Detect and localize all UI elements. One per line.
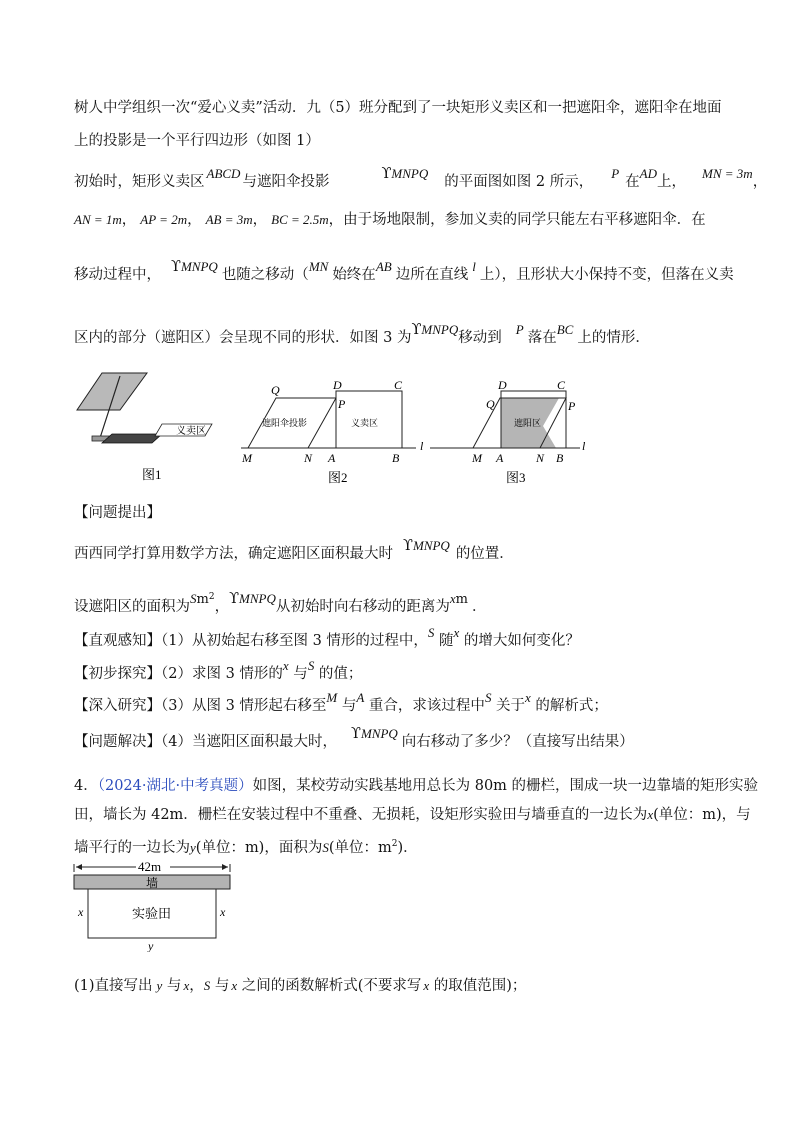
question-2: 【初步探究】（2）求图 3 情形的x 与S 的值；	[74, 658, 363, 682]
point-N: N	[536, 451, 545, 465]
fig1-area-label: 义卖区	[176, 426, 206, 437]
point-A: A	[496, 451, 504, 465]
q4-line-1: 4．（2024·湖北·中考真题）如图，某校劳动实践基地用总长为 80m 的栅栏，围成一块一边靠墙的矩形实验	[74, 778, 759, 794]
point-l: l	[420, 439, 424, 453]
q4-subquestion-1: (1)直接写出 y 与 x，S 与 x 之间的函数解析式(不要求写 x 的取值范围)；	[74, 978, 527, 994]
question-3: 【深入研究】（3）从图 3 情形起右移至M 与A 重合，求该过程中S 关于x 的解析式；	[74, 690, 608, 714]
intro-line-1: 树人中学组织一次“爱心义卖”活动．九（5）班分配到了一块矩形义卖区和一把遮阳伞，遮阳伞在地面	[74, 100, 722, 116]
figure-2	[236, 376, 436, 486]
intro-line-3: 初始时，矩形义卖区ABCD与遮阳伞投影 ϒMNPQ的平面图如图 2 所示，P在AD上，MN = 3m，	[74, 166, 768, 190]
intro-line-4: AN = 1m， AP = 2m， AB = 3m， BC = 2.5m，由于场地限制，参加义卖的同学只能左右平移遮阳伞．在	[74, 212, 706, 228]
wall-length-label: 42m	[138, 860, 162, 874]
point-P: P	[568, 399, 576, 413]
point-M: M	[472, 451, 482, 465]
shade-label: 遮阳区	[514, 418, 542, 428]
point-M: M	[242, 451, 252, 465]
point-Q: Q	[271, 383, 280, 397]
q4-number: 4．	[74, 778, 98, 794]
area-label: 义卖区	[351, 418, 379, 428]
point-l: l	[582, 439, 586, 453]
figure-3	[428, 376, 608, 486]
point-C: C	[557, 378, 566, 392]
figure-field	[70, 860, 240, 952]
point-N: N	[304, 451, 313, 465]
x-right-label: x	[220, 905, 226, 919]
y-label: y	[148, 939, 154, 952]
problem-line-1: 西西同学打算用数学方法，确定遮阳区面积最大时 ϒMNPQ的位置．	[74, 538, 514, 562]
fig3-caption: 图3	[506, 470, 526, 485]
question-4: 【问题解决】（4）当遮阳区面积最大时， ϒMNPQ向右移动了多少？（直接写出结果）	[74, 726, 634, 750]
q4-line-2: 田，墙长为 42m．栅栏在安装过程中不重叠、无损耗，设矩形实验田与墙垂直的一边长为x(单位：m)，与	[74, 807, 751, 823]
point-B: B	[392, 451, 400, 465]
point-C: C	[394, 378, 403, 392]
wall-label: 墙	[146, 876, 159, 890]
point-Q: Q	[486, 397, 495, 411]
fig2-caption: 图2	[328, 470, 348, 485]
point-A: A	[328, 451, 336, 465]
shadow-label: 遮阳伞投影	[262, 418, 308, 428]
q4-line-3: 墙平行的一边长为y(单位：m)，面积为S(单位：$m^2$)．	[74, 839, 418, 856]
point-B: B	[556, 451, 564, 465]
x-left-label: x	[78, 905, 84, 919]
point-D: D	[498, 378, 507, 392]
intro-line-2: 上的投影是一个平行四边形（如图 1）	[74, 133, 320, 149]
field-label: 实验田	[132, 906, 172, 921]
figure-1	[72, 368, 242, 483]
point-P: P	[338, 397, 346, 411]
q4-source: （2024·湖北·中考真题）	[97, 778, 253, 794]
intro-line-6: 区内的部分（遮阳区）会呈现不同的形状．如图 3 为ϒMNPQ移动到P落在BC上的情形．	[74, 322, 650, 346]
point-D: D	[333, 378, 342, 392]
shadow-parallelogram	[102, 434, 162, 443]
section-header-problem: 【问题提出】	[74, 505, 161, 521]
problem-line-2: 设遮阳区的面积为Sm$^2$，ϒMNPQ从初始时向右移动的距离为xm ．	[74, 590, 487, 615]
question-1: 【直观感知】（1）从初始起右移至图 3 情形的过程中，S 随x 的增大如何变化？	[74, 625, 580, 649]
intro-line-5: 移动过程中， ϒMNPQ也随之移动（MN始终在AB边所在直线l上），且形状大小保持不变，但落在义卖	[74, 259, 734, 283]
fig1-caption: 图1	[142, 467, 162, 482]
